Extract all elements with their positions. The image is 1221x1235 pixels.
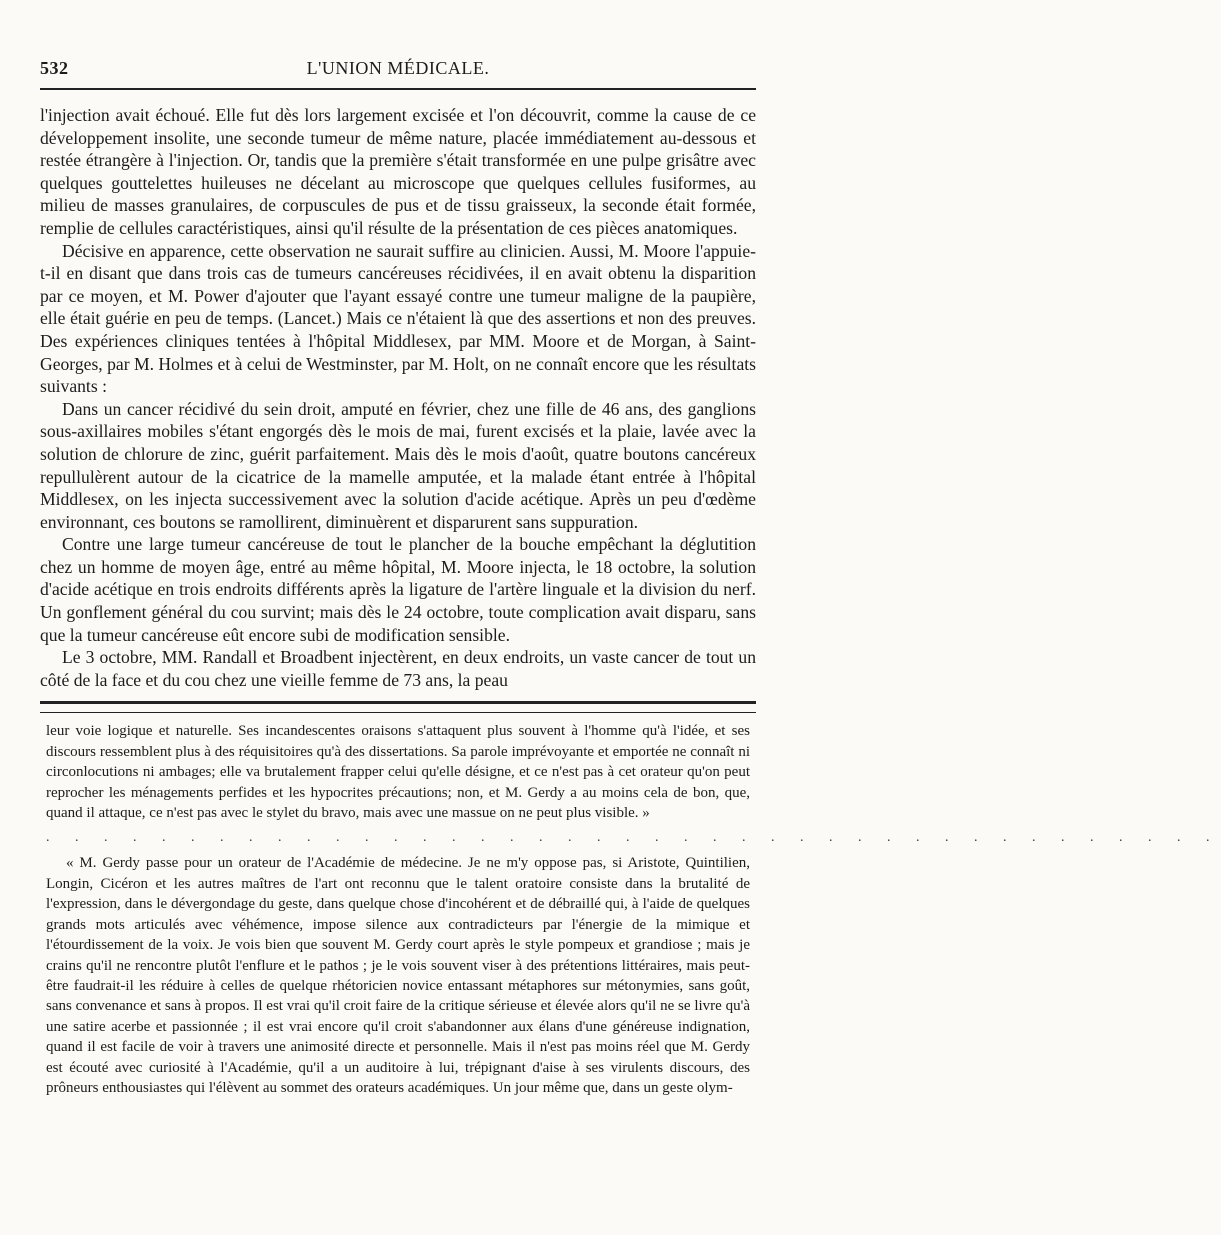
feuilleton-divider xyxy=(40,701,756,713)
feuilleton-paragraph: leur voie logique et naturelle. Ses incandescentes oraisons s'attaquent plus souvent à l'homme qu'à l'idée, et ses discours ressemblent plus à des réquisitoires qu'à des dissertations. Sa parole imprévoyante et emportée ne connaît ni circonlocutions ni ambages; elle va brutalement frapper celui qu'elle désigne, et ce n'est pas à cet orateur qu'on peut reprocher les ménagements perfides et les hypocrites précautions; non, et M. Gerdy a au moins cela de bon, que, quand il attaque, ce n'est pas avec le stylet du bravo, mais avec une massue on ne peut plus visible. » xyxy=(46,723,750,822)
article-paragraph: l'injection avait échoué. Elle fut dès lors largement excisée et l'on découvrit, comme la cause de ce développement insolite, une seconde tumeur de même nature, placée immédiatement au-dessous et restée étrangère à l'injection. Or, tandis que la première s'était transformée en une pulpe grisâtre avec quelques gouttelettes huileuses ne décelant au microscope que quelques cellules fusiformes, au milieu de masses granulaires, de corpuscules de pus et de tissu graisseux, la seconde était formée, remplie de cellules caractéristiques, ainsi qu'il résulte de la présentation de ces pièces anatomiques. xyxy=(40,105,756,238)
dot-leaders: . . . . . . . . . . . . . . . . . . . . . . . . . . . . . . . . . . . . . . . . . xyxy=(46,830,1221,846)
page-header xyxy=(40,52,756,82)
page-number: 532 xyxy=(40,58,69,78)
header-rule xyxy=(40,88,756,90)
running-title: L'UNION MÉDICALE. xyxy=(306,58,490,78)
feuilleton-paragraph: « M. Gerdy passe pour un orateur de l'Académie de médecine. Je ne m'y oppose pas, si Aristote, Quintilien, Longin, Cicéron et les autres maîtres de l'art ont reconnu que le talent oratoire consiste dans la brutalité de l'expression, dans le dévergondage du geste, dans quelque chose d'incohérent et de débraillé qui, à l'aide de quelques grands mots articulés avec véhémence, impose silence aux contradicteurs par l'énergie de la mimique et l'étourdissement de la voix. Je vois bien que souvent M. Gerdy court après le style pompeux et grandiose ; mais je crains qu'il ne rencontre plutôt l'enflure et le pathos ; je le vois souvent viser à des prétentions littéraires, mais peut-être faudrait-il les réduire à celles de quelque rhétoricien novice entassant métaphores sur métonymies, sans goût, sans convenance et sans à propos. Il est vrai qu'il croit faire de la critique sérieuse et élevée alors qu'il ne se livre qu'à une satire acerbe et passionnée ; il est vrai encore qu'il croit s'abandonner aux élans d'une généreuse indignation, quand il est facile de voir à travers une animosité directe et personnelle. Mais il n'est pas moins réel que M. Gerdy est écouté avec curiosité à l'Académie, qu'il a un auditoire à lui, trépignant d'aise à ses virulents discours, des prôneurs enthousiastes qui l'élèvent au sommet des orateurs académiques. Un jour même que, dans un geste olym- xyxy=(46,855,750,1096)
article-paragraph: Dans un cancer récidivé du sein droit, amputé en février, chez une fille de 46 ans, des ganglions sous-axillaires mobiles s'étant engorgés dès le mois de mai, furent excisés et la plaie, lavée avec la solution de chlorure de zinc, guérit parfaitement. Mais dès le mois d'août, quatre boutons cancéreux repullulèrent autour de la cicatrice de la mamelle amputée, et la malade étant entrée à l'hôpital Middlesex, on les injecta successivement avec la solution d'acide acétique. Après un peu d'œdème environnant, ces boutons se ramollirent, diminuèrent et disparurent sans suppuration. xyxy=(40,398,756,532)
main-article-text xyxy=(40,104,756,691)
article-paragraph: Contre une large tumeur cancéreuse de tout le plancher de la bouche empêchant la déglutition chez un homme de moyen âge, entré au même hôpital, M. Moore injecta, le 18 octobre, la solution d'acide acétique en trois endroits différents après la ligature de l'artère linguale et la division du nerf. Un gonflement général du cou survint; mais dès le 24 octobre, toute complication avait disparu, sans que la tumeur cancéreuse eût encore subi de modification sensible. xyxy=(40,534,756,645)
feuilleton-section xyxy=(40,721,1221,1098)
article-paragraph: Décisive en apparence, cette observation ne saurait suffire au clinicien. Aussi, M. Moore l'appuie-t-il en disant que dans trois cas de tumeurs cancéreuses récidivées, il en avait obtenu la disparition par ce moyen, et M. Power d'ajouter que l'ayant essayé contre une tumeur maligne de la paupière, elle était guérie en peu de temps. (Lancet.) Mais ce n'étaient là que des assertions et non des preuves. Des expériences cliniques tentées à l'hôpital Middlesex, par MM. Moore et de Morgan, à Saint-Georges, par M. Holmes et à celui de Westminster, par M. Holt, on ne connaît encore que les résultats suivants : xyxy=(40,240,756,397)
article-paragraph: Le 3 octobre, MM. Randall et Broadbent injectèrent, en deux endroits, un vaste cancer de tout un côté de la face et du cou chez une vieille femme de 73 ans, la peau xyxy=(40,647,756,690)
